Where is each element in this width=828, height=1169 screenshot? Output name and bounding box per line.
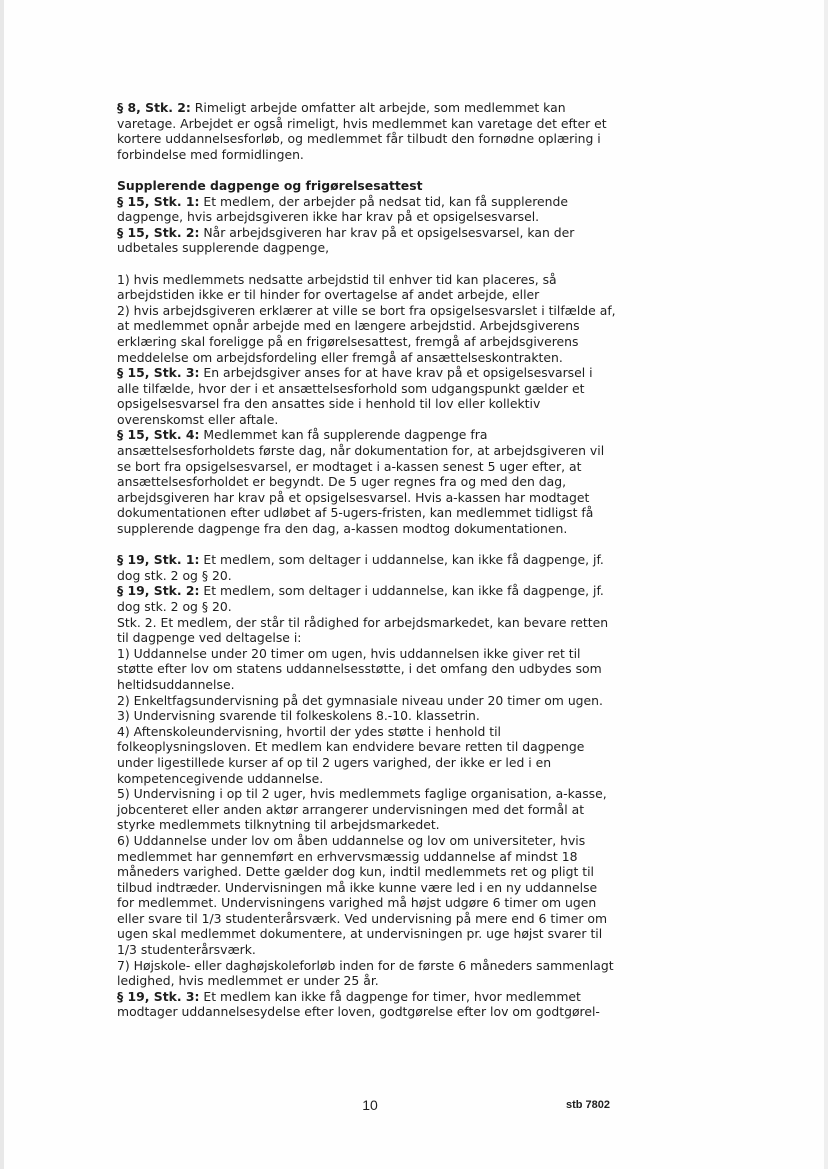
list-item: 3) Undervisning svarende til folkeskolens 8.-10. klassetrin. [117,708,480,724]
paragraph-15-2 [117,225,617,256]
list-item: 1) Uddannelse under 20 timer om ugen, hvis uddannelsen ikke giver ret til støtte efter lov om statens uddannelsesstøtte, i det omfang den udbydes som heltidsuddannelse. [117,645,602,692]
list-item: 4) Aftenskoleundervisning, hvortil der ydes støtte i henhold til folkeoplysningsloven. Et medlem kan endvidere bevare retten til dagpenge under ligestillede kurser af op til 2 ugers varighed, der ikke er led i en kompetencegivende uddannelse. [117,723,585,786]
paragraph-8-2 [117,100,617,162]
paragraph-stk-2: Stk. 2. Et medlem, der står til rådighed for arbejdsmarkedet, kan bevare retten til dagpenge ved deltagelse i: [117,614,609,646]
section-text: Et medlem, som deltager i uddannelse, kan ikke få dagpenge, jf. dog stk. 2 og § 20. [117,552,604,583]
section-label: § 19, Stk. 2: [117,583,200,599]
list-item: 2) Enkeltfagsundervisning på det gymnasiale niveau under 20 timer om ugen. [117,692,603,708]
section-text: Når arbejdsgiveren har krav på et opsigelsesvarsel, kan der udbetales supplerende dagpenge, [117,224,575,256]
section-text: Et medlem, som deltager i uddannelse, kan ikke få dagpenge, jf. dog stk. 2 og § 20. [117,583,604,614]
section-heading: Supplerende dagpenge og frigørelsesattest [117,177,423,193]
paragraph-15-4 [117,427,617,536]
list-item: 7) Højskole- eller daghøjskoleforløb inden for de første 6 måneders sammenlagt ledighed, hvis medlemmet er under 25 år. [117,957,614,989]
section-label: § 19, Stk. 3: [117,988,200,1004]
list-item: 2) hvis arbejdsgiveren erklærer at ville se bort fra opsigelsesvarslet i tilfælde af, at medlemmet opnår arbejde med en længere arbejdstid. Arbejdsgiverens erklæring skal foreligge på en frigørelsesattest, fremgå af arbejdsgiverens meddelelse om arbejdsfordeling eller fremgå af ansættelseskontrakten. [117,302,616,365]
list-item: 1) hvis medlemmets nedsatte arbejdstid til enhver tid kan placeres, så arbejdstiden ikke er til hinder for overtagelse af andet arbejde, eller [117,271,557,303]
scan-mark [824,0,828,1169]
list-item: 5) Undervisning i op til 2 uger, hvis medlemmets faglige organisation, a-kasse, jobcenteret eller anden aktør arrangerer undervisningen med det formål at styrke medlemmets tilknytning til arbejdsmarkedet. [117,786,607,833]
paragraph-19-1 [117,552,617,583]
section-text: Et medlem, der arbejder på nedsat tid, kan få supplerende dagpenge, hvis arbejdsgiveren ikke har krav på et opsigelsesvarsel. [117,193,569,225]
paragraph-15-3 [117,365,617,427]
section-label: § 15, Stk. 1: [117,193,200,209]
section-label: § 19, Stk. 1: [117,552,200,568]
section-label: § 8, Stk. 2: [117,100,191,115]
document-body [117,100,617,1020]
section-text: En arbejdsgiver anses for at have krav på et opsigelsesvarsel i alle tilfælde, hvor der i et ansættelsesforhold som udgangspunkt gælder et opsigelsesvarsel fra den ansattes side i henhold til lov eller kollektiv overenskomst eller aftale. [117,365,593,427]
paragraph-19-2 [117,583,617,614]
document-code: stb 7802 [566,1099,611,1111]
page-number: 10 [362,1097,378,1113]
scan-mark [0,0,4,1169]
paragraph-19-3 [117,989,617,1020]
list-item: 6) Uddannelse under lov om åben uddannelse og lov om universiteter, hvis medlemmet har gennemført en erhvervsmæssig uddannelse af mindst 18 måneders varighed. Dette gælder dog kun, indtil medlemmets ret og pligt til tilbud indtræder. Undervisningen må ikke kunne være led i en ny uddannelse for medlemmet. Undervisningens varighed må højst udgøre 6 timer om ugen eller svare til 1/3 studenterårsværk. Ved undervisning på mere end 6 timer om ugen skal medlemmet dokumentere, at undervisningen pr. uge højst svarer til 1/3 studenterårsværk. [117,832,608,958]
section-label: § 15, Stk. 2: [117,224,200,240]
section-text: Rimeligt arbejde omfatter alt arbejde, som medlemmet kan varetage. Arbejdet er også rimeligt, hvis medlemmet kan varetage det efter et kortere uddannelsesforløb, og medlemmet får tilbudt den fornødne oplæring i forbindelse med formidlingen. [117,100,607,162]
paragraph-15-1 [117,194,617,225]
section-text: Et medlem kan ikke få dagpenge for timer, hvor medlemmet modtager uddannelsesydelse efter loven, godtgørelse efter lov om godtgørel- [117,988,600,1020]
section-label: § 15, Stk. 4: [117,427,200,443]
section-label: § 15, Stk. 3: [117,365,200,381]
section-text: Medlemmet kan få supplerende dagpenge fra ansættelsesforholdets første dag, når dokumentation for, at arbejdsgiveren vil se bort fra opsigelsesvarsel, er modtaget i a-kassen senest 5 uger efter, at ansættelsesforholdet er begyndt. De 5 uger regnes fra og med den dag, arbejdsgiveren har krav på et opsigelsesvarsel. Hvis a-kassen har modtaget dokumentationen efter udløbet af 5-ugers-fristen, kan medlemmet tidligst få supplerende dagpenge fra den dag, a-kassen modtog dokumentationen. [117,427,605,537]
